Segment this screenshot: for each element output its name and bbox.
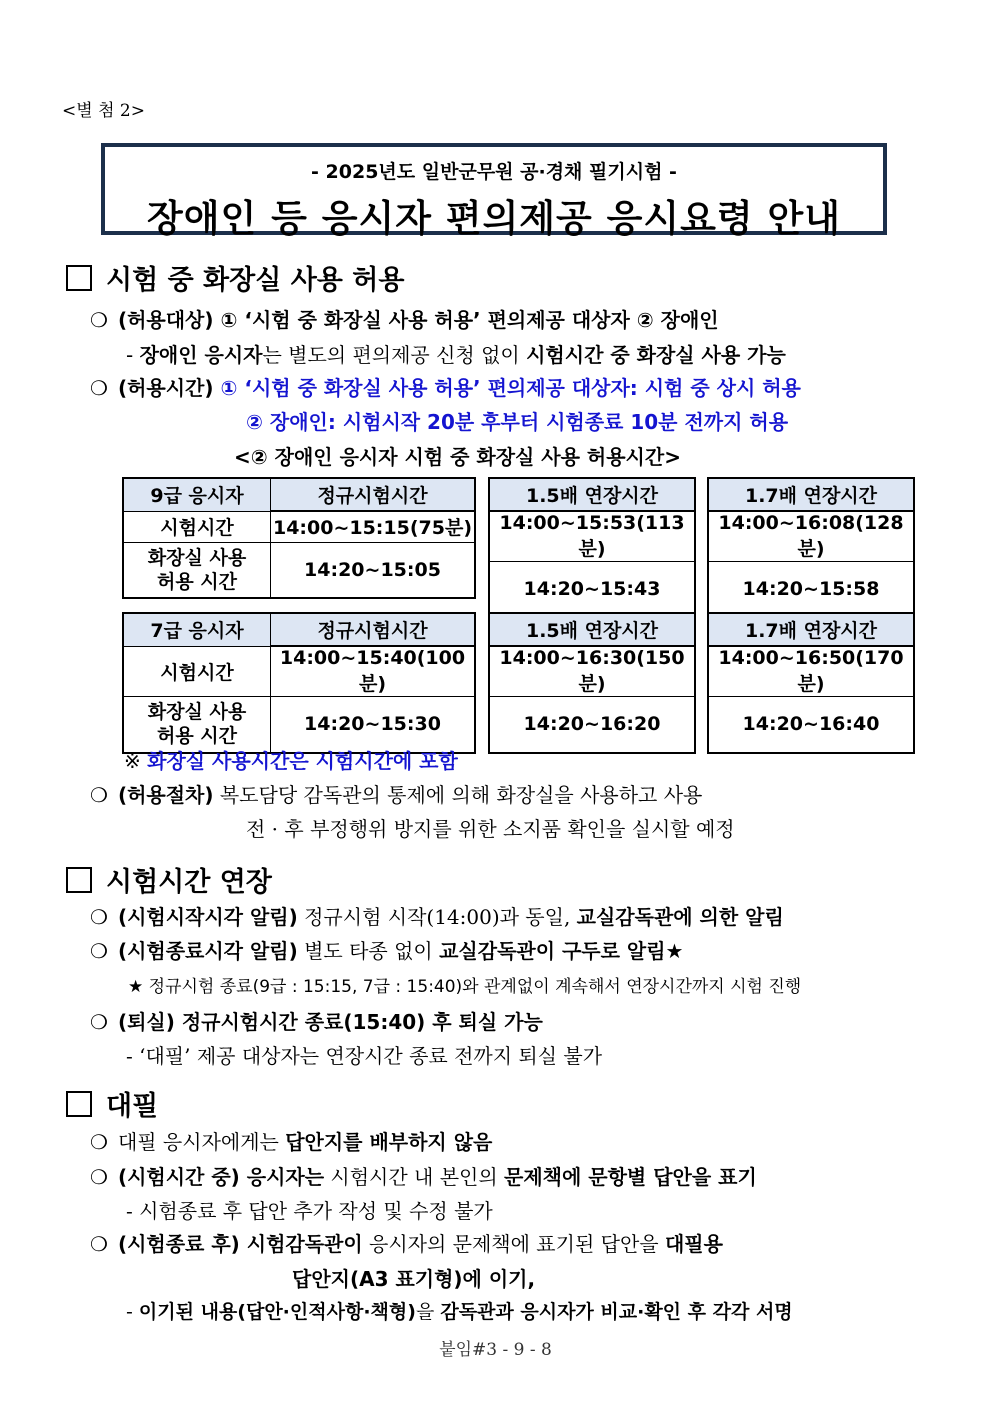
table-cell: 시험시간 [123,511,271,542]
table-header: 7급 응시자 [123,613,271,646]
circle-bullet-icon: ❍ [90,308,108,332]
table-cell: 14:20~15:43 [489,562,695,618]
table-header: 1.5배 연장시간 [489,613,695,646]
table-cell: 화장실 사용 허용 시간 [123,697,271,753]
scribe-item-3: ❍ (시험종료 후) 시험감독관이 응시자의 문제책에 표기된 답안을 대필용 [90,1232,723,1256]
section-heading-toilet: 시험 중 화장실 사용 허용 [66,258,404,297]
scribe-item-2-sub: - 시험종료 후 답안 추가 작성 및 수정 불가 [126,1199,493,1223]
procedure-item: ❍ (허용절차) 복도담당 감독관의 통제에 의해 화장실을 사용하고 사용 [90,783,703,807]
start-notice-item: ❍ (시험시작시각 알림) 정규시험 시작(14:00)과 동일, 교실감독관에 의한 알림 [90,905,784,929]
scribe-item-1: ❍ 대필 응시자에게는 답안지를 배부하지 않음 [90,1130,493,1154]
allow-target-item: ❍ (허용대상) ① ‘시험 중 화장실 사용 허용’ 편의제공 대상자 ② 장애인 [90,308,719,332]
table-9-regular [122,477,476,599]
page-title: 장애인 등 응시자 편의제공 응시요령 안내 [146,197,842,240]
end-notice-item: ❍ (시험종료시각 알림) 별도 타종 없이 교실감독관이 구두로 알림★ [90,939,684,963]
allow-time-item: ❍ (허용시간) ① ‘시험 중 화장실 사용 허용’ 편의제공 대상자: 시험 중 상시 허용 [90,376,801,400]
scribe-item-3-line2: 답안지(A3 표기형)에 이기, [292,1267,536,1291]
section-heading-scribe: 대필 [66,1084,158,1123]
circle-bullet-icon: ❍ [90,905,108,929]
leave-sub: - ‘대필’ 제공 대상자는 연장시간 종료 전까지 퇴실 불가 [126,1044,603,1068]
checkbox-square-icon [66,265,92,291]
page-footer: 붙임#3 - 9 - 8 [439,1340,552,1360]
table-cell: 14:20~15:30 [271,697,476,753]
circle-bullet-icon: ❍ [90,1165,108,1189]
circle-bullet-icon: ❍ [90,939,108,963]
table-9-ext17 [707,477,915,619]
table-header: 9급 응시자 [123,478,271,511]
circle-bullet-icon: ❍ [90,376,108,400]
circle-bullet-icon: ❍ [90,1010,108,1034]
allow-target-sub: - 장애인 응시자는 별도의 편의제공 신청 없이 시험시간 중 화장실 사용 가능 [126,343,786,367]
procedure-line2: 전 · 후 부정행위 방지를 위한 소지품 확인을 실시할 예정 [246,817,735,841]
table-cell: 14:20~16:20 [489,697,695,753]
title-box [101,143,887,240]
table-9-ext15 [488,477,696,619]
table-cell: 14:20~15:05 [271,542,476,598]
table-7-regular [122,612,476,754]
table-7-ext17 [707,612,915,754]
circle-bullet-icon: ❍ [90,783,108,807]
table-cell: 시험시간 [123,646,271,697]
table-cell: 화장실 사용 허용 시간 [123,542,271,598]
table-cell: 14:00~16:50(170분) [708,646,914,697]
table-header: 정규시험시간 [271,613,476,646]
table-7-ext15 [488,612,696,754]
table-header: 1.7배 연장시간 [708,613,914,646]
table-cell: 14:20~16:40 [708,697,914,753]
section-heading-extension: 시험시간 연장 [66,860,272,899]
attachment-label: <별 첨 2> [62,101,145,121]
table-cell: 14:00~15:15(75분) [271,511,476,542]
scribe-item-3-sub: - 이기된 내용(답안·인적사항·책형)을 감독관과 응시자가 비교·확인 후 각각 서명 [126,1301,793,1323]
leave-item: ❍ (퇴실) 정규시험시간 종료(15:40) 후 퇴실 가능 [90,1010,543,1034]
table-caption: <② 장애인 응시자 시험 중 화장실 사용 허용시간> [234,445,681,469]
circle-bullet-icon: ❍ [90,1130,108,1154]
star-note: ★ 정규시험 종료(9급 : 15:15, 7급 : 15:40)와 관계없이 계속해서 연장시간까지 시험 진행 [128,977,802,997]
table-cell: 14:00~16:08(128분) [708,511,914,562]
table-cell: 14:00~15:40(100분) [271,646,476,697]
note-line: ※ 화장실 사용시간은 시험시간에 포함 [124,749,458,773]
allow-time-line2: ② 장애인: 시험시작 20분 후부터 시험종료 10분 전까지 허용 [246,410,789,434]
checkbox-square-icon [66,1091,92,1117]
table-cell: 14:00~16:30(150분) [489,646,695,697]
table-cell: 14:00~15:53(113분) [489,511,695,562]
table-header: 1.7배 연장시간 [708,478,914,511]
table-header: 정규시험시간 [271,478,476,511]
table-cell: 14:20~15:58 [708,562,914,618]
title-subtitle: - 2025년도 일반군무원 공·경채 필기시험 - [311,161,677,183]
circle-bullet-icon: ❍ [90,1232,108,1256]
table-header: 1.5배 연장시간 [489,478,695,511]
scribe-item-2: ❍ (시험시간 중) 응시자는 시험시간 내 본인의 문제책에 문항별 답안을 표기 [90,1165,757,1189]
reference-mark-icon: ※ [124,749,141,773]
checkbox-square-icon [66,867,92,893]
